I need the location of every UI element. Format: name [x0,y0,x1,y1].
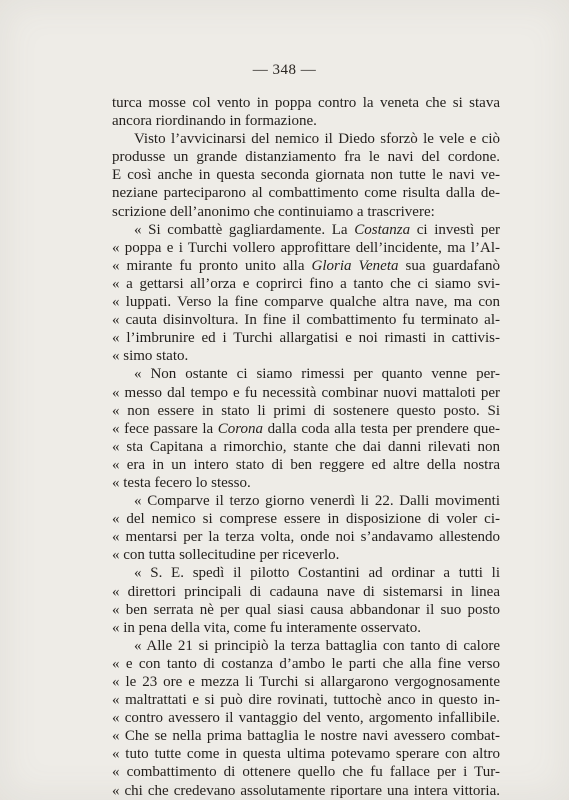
text-line: « le 23 ore e mezza li Turchi si allargarono vergognosamente [112,674,500,690]
body-text [112,94,500,800]
text-line: « Si combattè gagliardamente. La Costanza ci investì per [134,221,500,238]
text-line: « fece passare la Corona dalla coda alla testa per prendere que- [112,420,501,437]
text-line: « messo dal tempo e fu necessità combinar nuovi mattaloti per [112,384,500,401]
text-line: « Comparve il terzo giorno venerdì li 22. Dalli movimenti [134,493,500,510]
text-line: E così anche in questa seconda giornata non tutte le navi ve- [112,167,500,184]
text-line: « Che se nella prima battaglia le nostre navi avessero combat- [112,728,500,745]
text-line: « non essere in stato li primi di sostenere questo posto. Si [112,402,500,419]
text-line: « Alle 21 si principiò la terza battaglia con tanto di calore [134,637,500,654]
text-line: « S. E. spedì il pilotto Costantini ad ordinar a tutti li [134,565,500,582]
text-line: « combattimento di ottenere quello che fu fallace per i Tur- [112,764,500,781]
text-line: « maltrattati e si può dire rovinati, tuttochè anco in questo in- [112,692,500,709]
text-line: « Non ostante ci siamo rimessi per quanto venne per- [134,366,500,383]
text-line: « sta Capitana a rimorchio, stante che dai danni rilevati non [112,438,500,455]
text-line: ancora riordinando in formazione. [112,113,317,130]
text-line: « tuto tutte come in questa ultima potevamo sperare con altro [112,746,500,763]
text-line: « poppa e i Turchi vollero approfittare dell’incidente, ma l’Al- [112,239,500,256]
text-line: neziane parteciparono al combattimento come risulta dalla de- [112,185,500,202]
text-line: « in pena della vita, come fu interamente osservato. [112,619,422,636]
text-line: « testa fecero lo stesso. [112,474,251,491]
text-line: « era in un intero stato di ben reggere ed altre della nostra [112,456,500,473]
text-line: « contro avessero il vantaggio del vento, argomento infallibile. [112,710,500,727]
text-line: « mentarsi per la terza volta, onde noi s’andavamo allestendo [112,529,500,546]
text-line: « cauta disinvoltura. In fine il combattimento fu terminato al- [112,312,500,329]
text-line: « e con tanto di costanza d’ambo le parti che alla fine verso [112,655,500,672]
text-line: « simo stato. [112,348,189,365]
text-line: « ben serrata nè per qual siasi causa abbandonar il suo posto [112,601,500,618]
text-line: « a gettarsi all’orza e coprirci fino a tanto che ci siamo svi- [112,275,500,292]
text-line: « chi che credevano assolutamente riportare una intera vittoria. [112,782,500,799]
text-line: « mirante fu pronto unito alla Gloria Veneta sua guardafanò [112,257,500,274]
text-line: « con tutta sollecitudine per riceverlo. [112,547,340,564]
text-line: Visto l’avvicinarsi del nemico il Diedo sforzò le vele e ciò [134,131,500,148]
text-line: scrizione dell’anonimo che continuiamo a trascrivere: [112,203,435,220]
text-line: « direttori principali di cadauna nave di sistemarsi in linea [112,583,500,600]
text-line: « del nemico si comprese essere in disposizione di voler ci- [112,511,500,528]
page-number: — 348 — [252,62,317,78]
text-line: produsse un grande distanziamento fra le navi del cordone. [112,149,500,166]
text-line: « luppati. Verso la fine comparve qualche altra nave, ma con [112,294,500,311]
text-line: turca mosse col vento in poppa contro la veneta che si stava [112,95,500,111]
text-line: « l’imbrunire ed i Turchi allargatisi e noi rimasti in cattivis- [112,330,500,347]
